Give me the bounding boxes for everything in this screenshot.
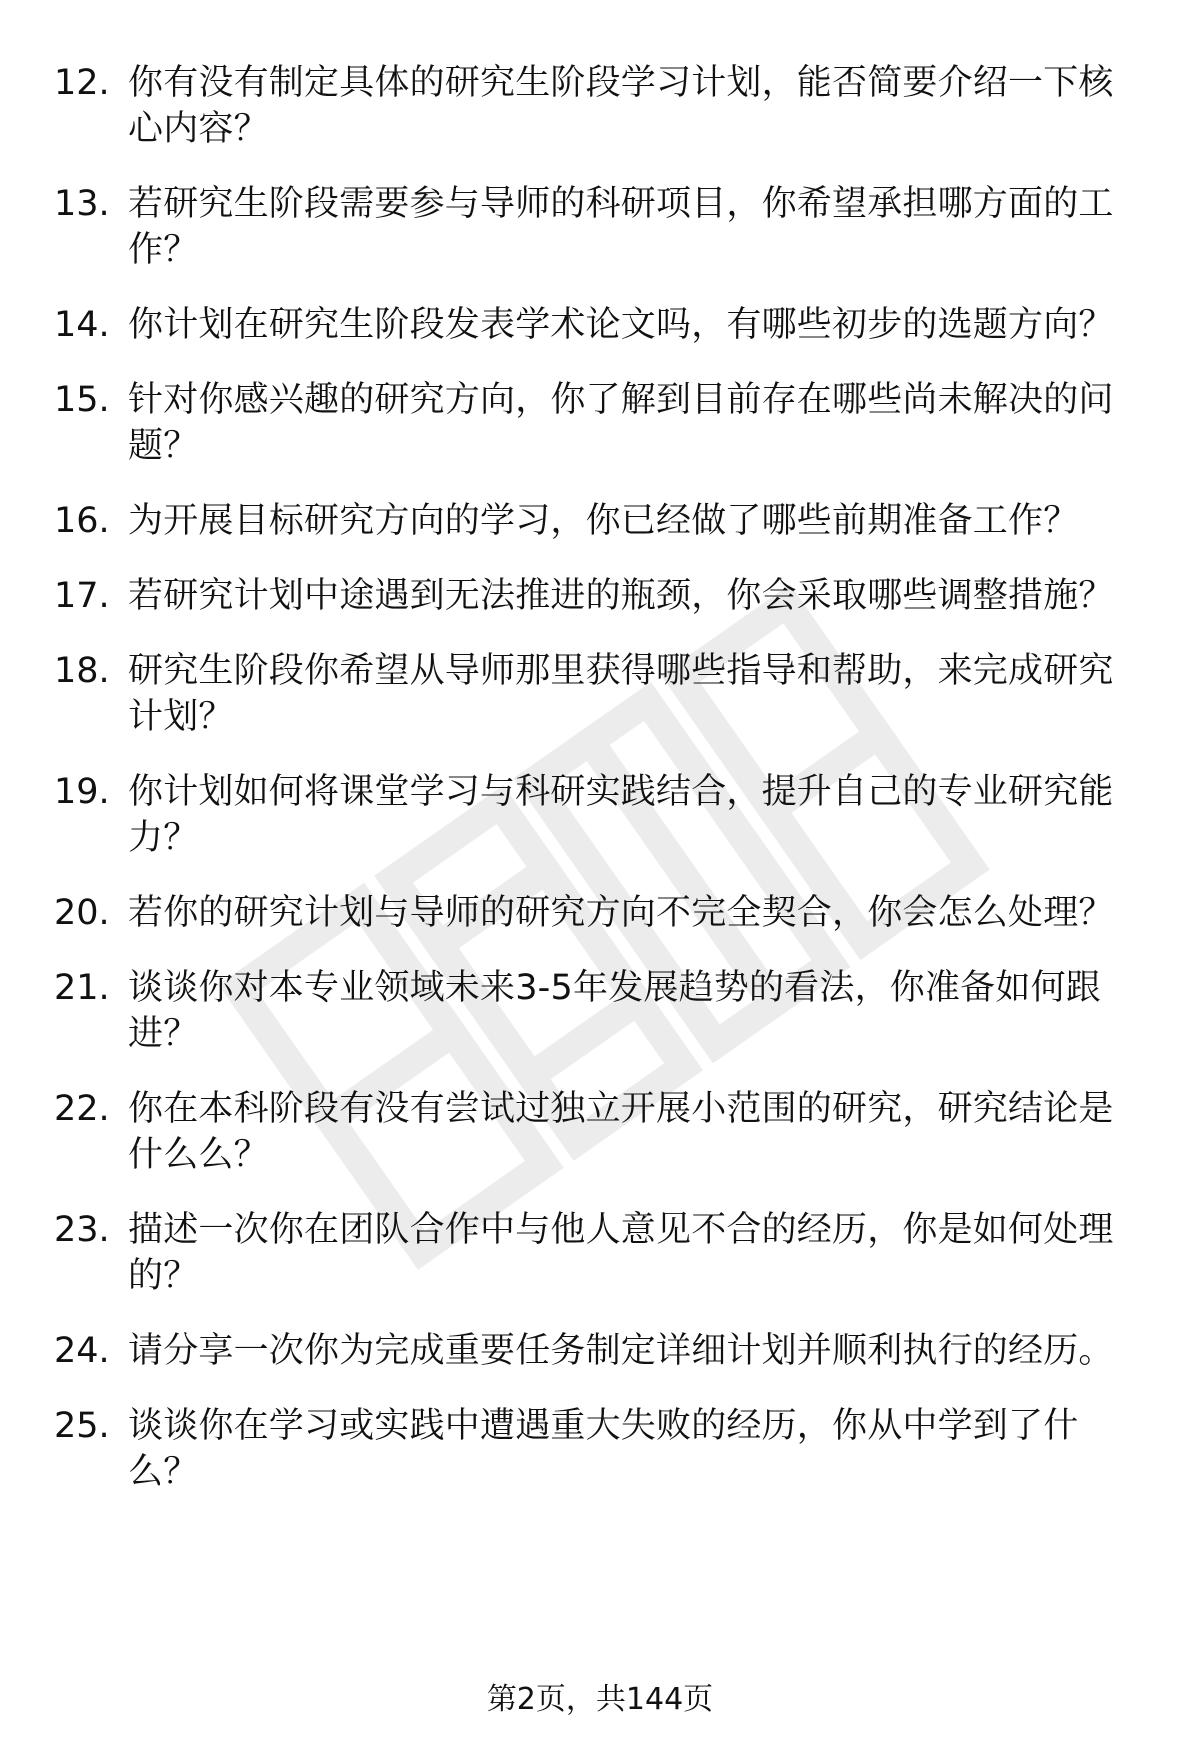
question-text: 你计划在研究生阶段发表学术论文吗，有哪些初步的选题方向？ — [128, 305, 1114, 345]
question-number: 13. — [54, 184, 110, 224]
question-text: 你计划如何将课堂学习与科研实践结合，提升自己的专业研究能力？ — [128, 772, 1114, 858]
question-number: 22. — [54, 1089, 110, 1129]
question-item — [54, 1328, 1144, 1374]
question-text: 针对你感兴趣的研究方向，你了解到目前存在哪些尚未解决的问题？ — [128, 380, 1114, 466]
question-text: 研究生阶段你希望从导师那里获得哪些指导和帮助，来完成研究计划？ — [128, 651, 1114, 737]
question-number: 17. — [54, 576, 110, 616]
question-item — [54, 498, 1144, 544]
question-item — [54, 573, 1144, 619]
question-number: 21. — [54, 968, 110, 1008]
question-item — [54, 648, 1144, 740]
question-number: 19. — [54, 772, 110, 812]
question-text: 你在本科阶段有没有尝试过独立开展小范围的研究，研究结论是什么么？ — [128, 1089, 1114, 1175]
question-text: 谈谈你对本专业领域未来3-5年发展趋势的看法，你准备如何跟进？ — [128, 968, 1101, 1054]
question-text: 描述一次你在团队合作中与他人意见不合的经历，你是如何处理的？ — [128, 1210, 1114, 1296]
question-text: 请分享一次你为完成重要任务制定详细计划并顺利执行的经历。 — [128, 1331, 1114, 1371]
question-number: 20. — [54, 893, 110, 933]
question-text: 谈谈你在学习或实践中遭遇重大失败的经历，你从中学到了什么？ — [128, 1406, 1079, 1492]
question-item — [54, 769, 1144, 861]
question-text: 为开展目标研究方向的学习，你已经做了哪些前期准备工作？ — [128, 501, 1079, 541]
question-number: 14. — [54, 305, 110, 345]
question-item — [54, 965, 1144, 1057]
question-item — [54, 1403, 1144, 1495]
question-text: 若研究生阶段需要参与导师的科研项目，你希望承担哪方面的工作？ — [128, 184, 1114, 270]
question-number: 24. — [54, 1331, 110, 1371]
question-number: 15. — [54, 380, 110, 420]
question-item — [54, 890, 1144, 936]
question-number: 23. — [54, 1210, 110, 1250]
question-item — [54, 60, 1144, 152]
question-item — [54, 181, 1144, 273]
page-number-label: 第2页，共144页 — [486, 1682, 714, 1717]
question-number: 25. — [54, 1406, 110, 1446]
question-text: 若研究计划中途遇到无法推进的瓶颈，你会采取哪些调整措施？ — [128, 576, 1114, 616]
question-item — [54, 302, 1144, 348]
question-number: 18. — [54, 651, 110, 691]
question-item — [54, 1207, 1144, 1299]
question-number: 12. — [54, 63, 110, 103]
question-text: 若你的研究计划与导师的研究方向不完全契合，你会怎么处理？ — [128, 893, 1114, 933]
question-item — [54, 1086, 1144, 1178]
page-footer — [0, 1680, 1200, 1720]
question-list — [54, 60, 1144, 1495]
question-number: 16. — [54, 501, 110, 541]
question-text: 你有没有制定具体的研究生阶段学习计划，能否简要介绍一下核心内容？ — [128, 63, 1114, 149]
question-item — [54, 377, 1144, 469]
